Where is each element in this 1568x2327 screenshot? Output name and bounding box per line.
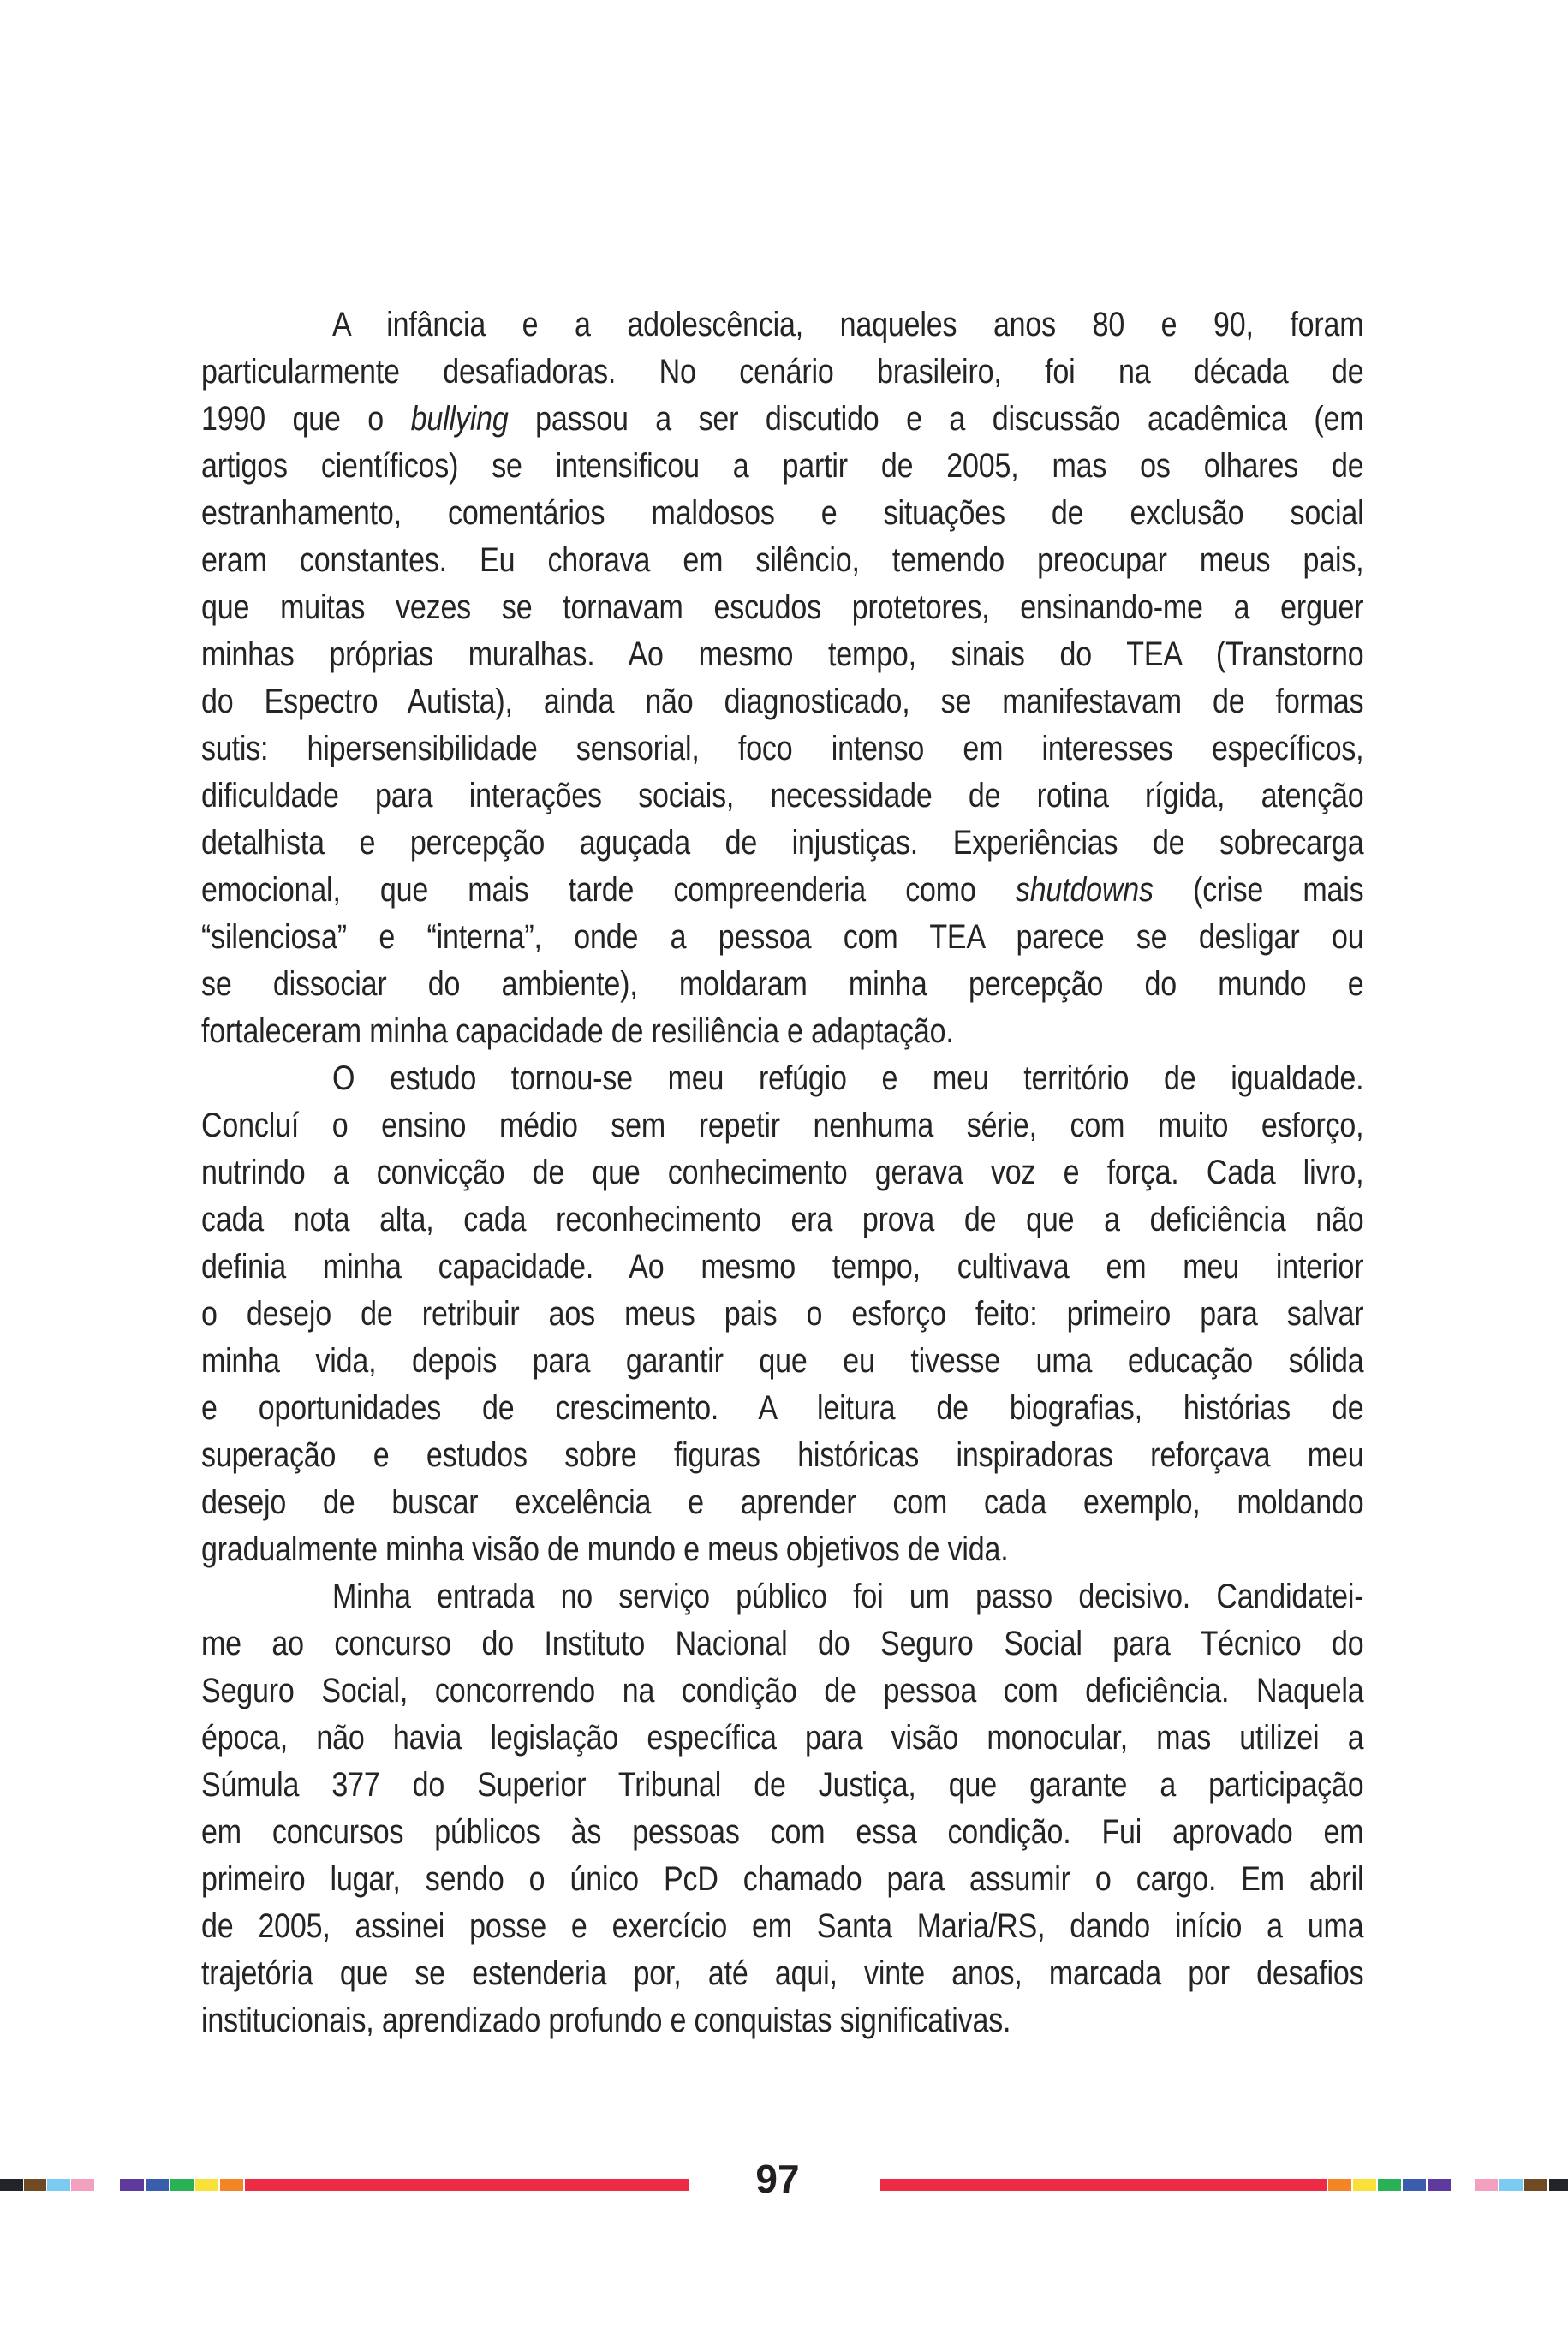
text-line: emocional, que mais tarde compreenderia como shutdowns (crise mais [201, 871, 1364, 909]
text-line: trajetória que se estenderia por, até aqui, vinte anos, marcada por desafios [201, 1954, 1364, 1992]
text-line: “silenciosa” e “interna”, onde a pessoa com TEA parece se desligar ou [201, 918, 1364, 956]
flag-segment-brown-right [1524, 2179, 1547, 2191]
text-line: minha vida, depois para garantir que eu tivesse uma educação sólida [201, 1342, 1364, 1380]
flag-segment-brown-left [24, 2179, 46, 2191]
text-line: definia minha capacidade. Ao mesmo tempo, cultivava em meu interior [201, 1248, 1364, 1286]
text-line: de 2005, assinei posse e exercício em Santa Maria/RS, dando início a uma [201, 1907, 1364, 1945]
text-line: dificuldade para interações sociais, necessidade de rotina rígida, atenção [201, 777, 1364, 814]
text-line: primeiro lugar, sendo o único PcD chamado para assumir o cargo. Em abril [201, 1860, 1364, 1898]
page-number: 97 [755, 2157, 800, 2201]
text-line: desejo de buscar excelência e aprender com cada exemplo, moldando [201, 1483, 1364, 1521]
text-block [201, 301, 1363, 2044]
text-line: 1990 que o bullying passou a ser discutido e a discussão acadêmica (em [201, 400, 1364, 438]
text-line: se dissociar do ambiente), moldaram minha percepção do mundo e [201, 965, 1364, 1003]
text-line: Concluí o ensino médio sem repetir nenhuma série, com muito esforço, [201, 1107, 1364, 1144]
flag-segment-blue-left [146, 2179, 169, 2191]
text-line: que muitas vezes se tornavam escudos protetores, ensinando-me a erguer [201, 588, 1364, 626]
flag-segment-red-bar-left [245, 2179, 689, 2191]
text-line: sutis: hipersensibilidade sensorial, foco intenso em interesses específicos, [201, 730, 1364, 767]
flag-segment-black-right [1549, 2179, 1568, 2191]
text-line: gradualmente minha visão de mundo e meus objetivos de vida. [201, 1530, 1009, 1568]
text-line: eram constantes. Eu chorava em silêncio, temendo preocupar meus pais, [201, 541, 1364, 579]
text-line: superação e estudos sobre figuras históricas inspiradoras reforçava meu [201, 1436, 1364, 1474]
text-line: cada nota alta, cada reconhecimento era prova de que a deficiência não [201, 1201, 1364, 1238]
text-line: particularmente desafiadoras. No cenário brasileiro, foi na década de [201, 353, 1364, 391]
text-line: O estudo tornou-se meu refúgio e meu território de igualdade. [332, 1059, 1364, 1097]
flag-segment-red-bar-right [880, 2179, 1327, 2191]
paragraph [201, 1573, 1363, 2044]
flag-segment-yellow-left [195, 2179, 218, 2191]
flag-segment-purple-right [1428, 2179, 1451, 2191]
paragraph [201, 1055, 1363, 1573]
paragraph [201, 301, 1363, 1055]
text-line: minhas próprias muralhas. Ao mesmo tempo, sinais do TEA (Transtorno [201, 635, 1364, 673]
flag-segment-lightblue-left [47, 2179, 70, 2191]
text-line: Súmula 377 do Superior Tribunal de Justiça, que garante a participação [201, 1766, 1364, 1804]
flag-segment-pink-left [71, 2179, 94, 2191]
text-line: em concursos públicos às pessoas com essa condição. Fui aprovado em [201, 1813, 1364, 1851]
text-line: detalhista e percepção aguçada de injustiças. Experiências de sobrecarga [201, 824, 1364, 862]
text-line: artigos científicos) se intensificou a partir de 2005, mas os olhares de [201, 447, 1364, 485]
text-line: Seguro Social, concorrendo na condição de pessoa com deficiência. Naquela [201, 1672, 1364, 1709]
text-line: Minha entrada no serviço público foi um passo decisivo. Candidatei- [332, 1578, 1364, 1615]
text-line: nutrindo a convicção de que conhecimento gerava voz e força. Cada livro, [201, 1154, 1364, 1191]
text-line: época, não havia legislação específica para visão monocular, mas utilizei a [201, 1719, 1364, 1757]
flag-segment-green-left [170, 2179, 194, 2191]
text-line: o desejo de retribuir aos meus pais o esforço feito: primeiro para salvar [201, 1295, 1364, 1333]
text-line: institucionais, aprendizado profundo e conquistas significativas. [201, 2002, 1011, 2039]
text-line: A infância e a adolescência, naqueles anos 80 e 90, foram [332, 306, 1364, 343]
flag-segment-purple-left [120, 2179, 144, 2191]
flag-segment-black-left [0, 2179, 23, 2191]
flag-segment-pink-right [1475, 2179, 1498, 2191]
flag-segment-orange-left [220, 2179, 243, 2191]
text-line: e oportunidades de crescimento. A leitura de biografias, histórias de [201, 1389, 1364, 1427]
flag-segment-blue-right [1403, 2179, 1426, 2191]
text-line: me ao concurso do Instituto Nacional do Seguro Social para Técnico do [201, 1625, 1364, 1662]
flag-segment-lightblue-right [1499, 2179, 1523, 2191]
text-line: fortaleceram minha capacidade de resiliência e adaptação. [201, 1012, 954, 1050]
flag-segment-orange-right [1328, 2179, 1351, 2191]
flag-segment-green-right [1378, 2179, 1401, 2191]
text-line: do Espectro Autista), ainda não diagnosticado, se manifestavam de formas [201, 683, 1364, 720]
text-line: estranhamento, comentários maldosos e situações de exclusão social [201, 494, 1364, 532]
flag-segment-yellow-right [1353, 2179, 1376, 2191]
